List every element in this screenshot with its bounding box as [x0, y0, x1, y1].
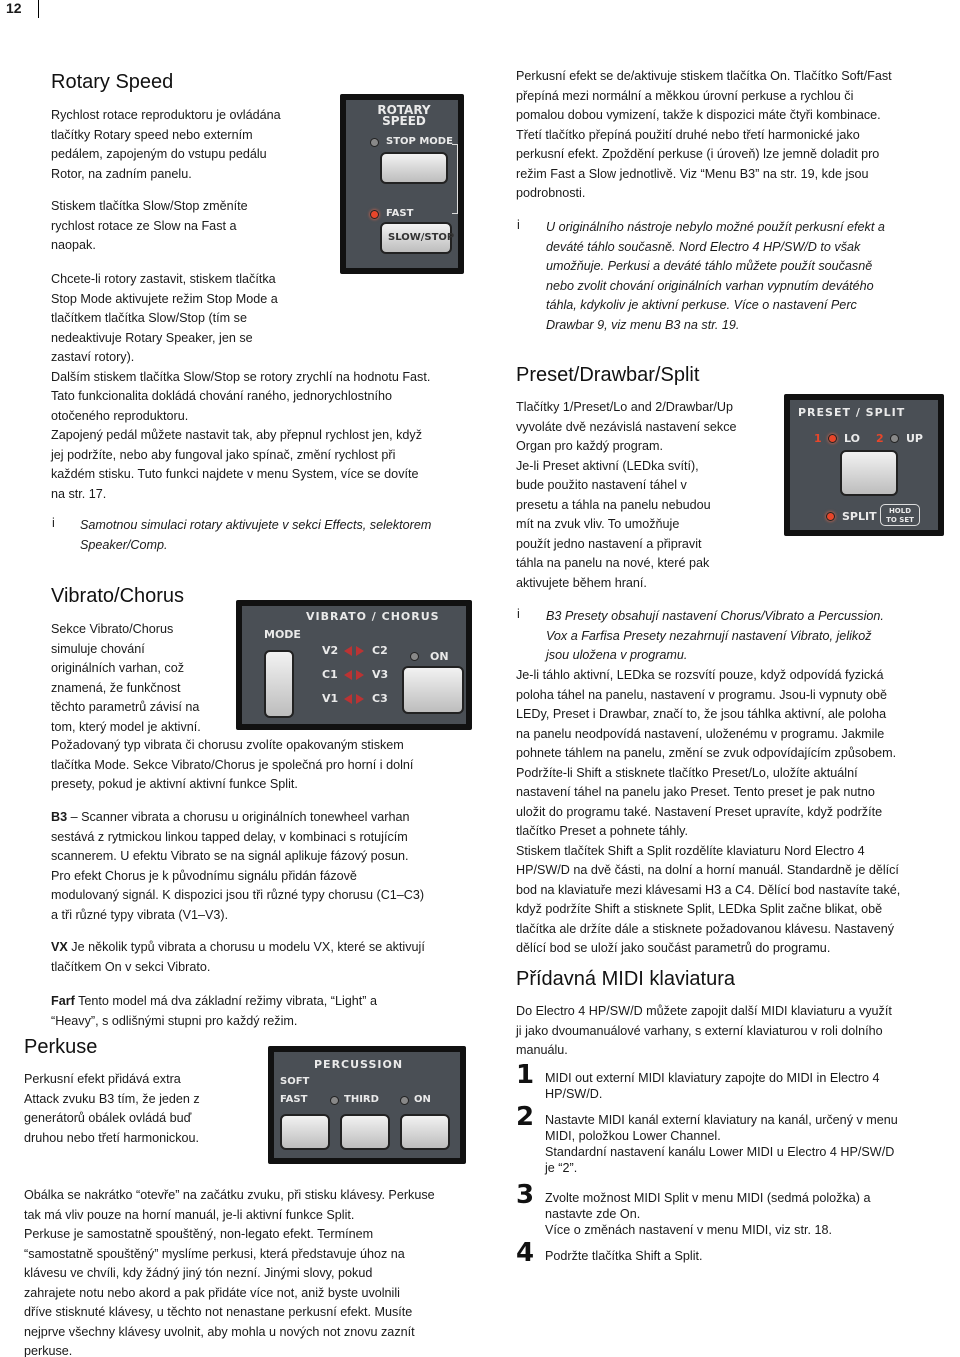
text-line: rychlost rotace ze Slow na Fast a	[51, 218, 237, 233]
text-line: pedálem, zapojeným do vstupu pedálu	[51, 147, 267, 161]
vibrato-chorus-heading: Vibrato/Chorus	[51, 585, 185, 607]
b3-label: B3	[51, 810, 68, 824]
text-line: perkuse.	[24, 1344, 73, 1357]
text-line: tlačítky Rotary speed nebo externím	[51, 127, 253, 142]
midi-keyboard-heading: Přídavná MIDI klaviatura	[516, 968, 735, 990]
info-icon: i	[517, 218, 520, 232]
text-line: jsou uložena v programu.	[546, 648, 688, 662]
text-line: – Scanner vibrata a chorusu u originálních tonewheel varhan	[70, 810, 410, 824]
step-number: 2	[516, 1102, 535, 1132]
vibrato-farf	[51, 992, 491, 1031]
text-line: nebo zvolit chování originálních varhan vypnutím devátého	[546, 278, 874, 293]
bracket	[452, 144, 458, 214]
third-label: THIRD	[344, 1094, 379, 1105]
preset-intro	[516, 398, 776, 593]
text-line: táhla na panelu na nové, které pak	[516, 556, 710, 570]
text-line: nedeaktivuje Rotary Speaker, jen se	[51, 330, 253, 345]
text-line: otočeného reproduktoru.	[51, 408, 189, 423]
third-led	[330, 1096, 339, 1105]
text-line: přepíná mezi normální a měkkou úrovní perkuse a rychlou či	[516, 88, 854, 103]
triangle-right-icon	[356, 670, 364, 680]
vibrato-b3	[51, 808, 491, 925]
step-text	[545, 1070, 945, 1102]
text-line: nastavení táhel na panelu jako Preset. Tento preset je pak nutno	[516, 785, 875, 799]
panel-title-line: ROTARY	[377, 103, 431, 117]
text-line: sestává z rytmickou linkou tapped delay, v kombinaci s rotujícím	[51, 829, 408, 844]
text-line: Chcete-li rotory zastavit, stiskem tlačítka	[51, 272, 276, 286]
text-line: nastavte zde On.	[545, 1207, 641, 1221]
text-line: pomalou dobou vymizení, takže k dispozici máte čtyři kombinace.	[516, 108, 881, 122]
text-line: tom, který model je aktivní.	[51, 719, 201, 734]
text-line: Standardní nastavení kanálu Lower MIDI u Electro 4 HP/SW/D	[545, 1145, 895, 1159]
triangle-right-icon	[356, 646, 364, 656]
vibrato-intro	[51, 620, 251, 737]
text-line: Pro efekt Chorus je k původnímu signálu přidán fázově	[51, 868, 357, 883]
text-line: Stiskem tlačítka Slow/Stop změníte	[51, 199, 248, 213]
panel-title	[374, 105, 434, 127]
text-line: poloha táhel na panelu, nastavení v programu. Jsou-li vypnuty obě	[516, 687, 888, 702]
preset-split-panel-image	[784, 394, 944, 536]
perkuse-intro	[24, 1070, 264, 1148]
text-line: modulovaný signál. K dispozici jsou tři různé typy chorusu (C1–C3)	[51, 888, 425, 902]
text-line: je “2”.	[545, 1161, 578, 1175]
percussion-panel-title: PERCUSSION	[314, 1058, 404, 1071]
rotary-p2	[51, 197, 331, 256]
text-line: druhou nebo třetí harmonickou.	[24, 1130, 200, 1145]
text-line: Podržte tlačítka Shift a Split.	[545, 1249, 703, 1263]
v1-label: V1	[322, 692, 339, 705]
text-line: Obálka se nakrátko “otevře” na začátku zvuku, při stisku klávesy. Perkuse	[24, 1188, 435, 1202]
text-line: Je-li Preset aktivní (LEDka svítí),	[516, 458, 699, 473]
step-text	[545, 1248, 945, 1264]
text-line: bod na klaviatuře mezi klávesami H3 a C4. Dělící bod nastavíte také,	[516, 882, 901, 897]
text-line: táhla, kdykoliv je aktivní perkuse. Více o nastavení Perc	[546, 298, 857, 312]
rotary-p3	[51, 270, 491, 504]
fast-label: FAST	[280, 1094, 308, 1105]
text-line: režim Fast a Slow jednotlivě. Viz “Menu B3” na str. 19, kde jsou	[516, 166, 869, 181]
text-line: deváté táhlo současně. Nord Electro 4 HP/SW/D to však	[546, 239, 861, 254]
text-line: Třetí tlačítko přepíná použití druhé nebo třetí harmonické jako	[516, 127, 860, 142]
text-line: Je-li táhlo aktivní, LEDka se rozsvítí pouze, když odpovídá fyzická	[516, 668, 884, 682]
perc-on-led	[400, 1096, 409, 1105]
text-line: ji jako dvoumanuálové varhany, s externí klaviaturou v roli dolního	[516, 1023, 883, 1038]
text-line: Vox a Farfisa Presety nezahrnují nastavení Vibrato, jelikož	[546, 628, 872, 643]
preset-drawbar-split-heading: Preset/Drawbar/Split	[516, 364, 700, 386]
drawbar9-note	[546, 218, 946, 335]
text-line: scannerem. U efektu Vibrato se na signál aplikuje fázový posun.	[51, 849, 409, 863]
text-line: na str. 17.	[51, 486, 107, 501]
c2-label: C2	[372, 644, 388, 657]
step-number: 4	[516, 1238, 535, 1268]
midi-intro	[516, 1002, 946, 1061]
triangle-left-icon	[344, 694, 352, 704]
info-icon: i	[52, 516, 55, 530]
percussion-controls-text	[516, 67, 946, 204]
stop-mode-label: STOP MODE	[386, 136, 453, 147]
percussion-on-button[interactable]	[400, 1114, 450, 1150]
text-line: Perkusní efekt přidává extra	[24, 1072, 181, 1086]
text-line: U originálního nástroje nebylo možné použít perkusní efekt a	[546, 220, 885, 234]
vibrato-chorus-panel-image	[236, 600, 472, 730]
text-line: manuálu.	[516, 1043, 568, 1057]
text-line: Podržíte-li Shift a stisknete tlačítko Preset/Lo, uložíte aktuální	[516, 765, 858, 780]
text-line: Speaker/Comp.	[80, 537, 168, 552]
text-line: Dalším stiskem tlačítka Slow/Stop se rotory zrychlí na hodnotu Fast.	[51, 369, 431, 384]
rotary-note	[80, 516, 500, 555]
text-line: nejprve všechny klávesy uvolnit, aby mohla u nových not znovu zaznít	[24, 1324, 415, 1339]
text-line: Rotor, na zadním panelu.	[51, 166, 192, 181]
text-line: presetu a táhla na panelu nebudou	[516, 497, 711, 512]
text-line: “samostatně spouštěný” myslíme perkusi, která představuje úhoz na	[24, 1246, 405, 1261]
text-line: aktivujete během hraní.	[516, 575, 647, 590]
split-label: SPLIT	[842, 510, 877, 523]
on-led	[410, 652, 419, 661]
text-line: Stop Mode aktivujete režim Stop Mode a	[51, 291, 278, 306]
text-line: tlačítka Mode. Sekce Vibrato/Chorus je společná pro horní i dolní	[51, 757, 414, 772]
vx-label: VX	[51, 940, 68, 954]
up-label: UP	[906, 432, 923, 445]
vibrato-on-button[interactable]	[402, 666, 464, 714]
text-line: klávesu ve chvíli, kdy žádný jiný tón nezní. Jinými slovy, pokud	[24, 1266, 373, 1280]
fast-label: FAST	[386, 208, 414, 219]
text-line: na panelu neodpovídá nastavení, uloženému v programu. Jakmile	[516, 726, 885, 741]
rotary-speed-panel-image	[340, 94, 464, 274]
vibrato-p2	[51, 736, 491, 795]
text-line: pohnete táhlem na panelu, změní se zvuk odpovídajícím způsobem.	[516, 746, 897, 760]
text-line: tak má vliv pouze na horní manuál, je-li aktivní funkce Split.	[24, 1207, 355, 1222]
text-line: Samotnou simulaci rotary aktivujete v sekci Effects, selektorem	[80, 518, 432, 532]
c1-label: C1	[322, 668, 338, 681]
triangle-left-icon	[344, 646, 352, 656]
hold-line: HOLD	[888, 507, 912, 515]
text-line: simuluje chování	[51, 641, 145, 656]
on-label: ON	[430, 650, 449, 663]
text-line: Sekce Vibrato/Chorus	[51, 622, 174, 636]
text-line: Organ pro každý program.	[516, 439, 663, 453]
text-line: jej podržíte, nebo aby fungoval jako spínač, změní rychlost při	[51, 447, 396, 462]
text-line: Do Electro 4 HP/SW/D můžete zapojit další MIDI klaviaturu a využít	[516, 1004, 892, 1018]
text-line: znamená, že funkčnost	[51, 680, 181, 695]
soft-label: SOFT	[280, 1076, 310, 1087]
text-line: Tlačítky 1/Preset/Lo and 2/Drawbar/Up	[516, 400, 733, 414]
text-line: podrobnosti.	[516, 186, 586, 200]
info-icon: i	[517, 607, 520, 621]
text-line: Zapojený pedál můžete nastavit tak, aby přepnul rychlost jen, když	[51, 428, 423, 442]
text-line: B3 Presety obsahují nastavení Chorus/Vibrato a Percussion.	[546, 609, 884, 623]
text-line: MIDI out externí MIDI klaviatury zapojte do MIDI in Electro 4	[545, 1071, 880, 1085]
rotary-intro	[51, 106, 331, 184]
text-line: HP/SW/D.	[545, 1087, 603, 1101]
text-line: originálních varhan, což	[51, 661, 185, 675]
text-line: naopak.	[51, 238, 96, 252]
step-text	[545, 1112, 945, 1176]
preset-p2	[516, 666, 946, 959]
soft-fast-button[interactable]	[280, 1114, 330, 1150]
text-line: a tři různé typy vibrata (V1–V3).	[51, 907, 229, 922]
text-line: Stiskem tlačítek Shift a Split rozdělíte klaviaturu Nord Electro 4	[516, 843, 865, 858]
perkuse-p2	[24, 1186, 504, 1357]
text-line: bude použito nastavení táhel v	[516, 478, 687, 492]
text-line: Zvolte možnost MIDI Split v menu MIDI (sedmá položka) a	[545, 1191, 871, 1205]
text-line: Perkusní efekt se de/aktivuje stiskem tlačítka On. Tlačítko Soft/Fast	[516, 69, 892, 83]
text-line: Nastavte MIDI kanál externí klaviatury na kanál, určený v menu	[545, 1113, 898, 1127]
text-line: umožňuje. Perkusi a deváté táhlo můžete použít současně	[546, 259, 873, 273]
page-number: 12	[6, 0, 22, 16]
v3-label: V3	[372, 668, 389, 681]
text-line: tlačítkem On v sekci Vibrato.	[51, 959, 211, 974]
text-line: HP/SW/D na dvě části, na dolní a horní manuál. Standardně je dělící	[516, 863, 899, 877]
text-line: LEDy, Preset i Drawbar, značí to, že jsou táhlka aktivní, ale poloha	[516, 707, 887, 721]
text-line: uložit do programu také. Nastavení Preset upravíte, když podržíte	[516, 804, 883, 819]
step-number: 1	[516, 1060, 535, 1090]
farf-label: Farf	[51, 994, 75, 1008]
text-line: Požadovaný typ vibrata či chorusu zvolíte opakovaným stiskem	[51, 738, 404, 752]
text-line: když podržíte Shift a stisknete Split, LEDka Split začne blikat, obě	[516, 902, 883, 916]
text-line: Více o změnách nastavení v menu MIDI, viz str. 18.	[545, 1223, 832, 1237]
vibrato-panel-title: VIBRATO / CHORUS	[306, 610, 440, 623]
text-line: Attack zvuku B3 tím, že jeden z	[24, 1091, 200, 1106]
triangle-left-icon	[344, 670, 352, 680]
on-label: ON	[414, 1094, 431, 1105]
third-button[interactable]	[340, 1114, 390, 1150]
stop-mode-button[interactable]	[380, 152, 448, 184]
perkuse-heading: Perkuse	[24, 1036, 98, 1058]
mode-button[interactable]	[264, 650, 294, 718]
triangle-right-icon	[356, 694, 364, 704]
lo-label: LO	[844, 432, 860, 445]
text-line: Rychlost rotace reproduktoru je ovládána	[51, 108, 281, 122]
text-line: MIDI, položkou Lower Channel.	[545, 1129, 721, 1143]
step-number: 3	[516, 1180, 535, 1210]
split-led	[826, 512, 835, 521]
fast-led	[370, 210, 379, 219]
v2-label: V2	[322, 644, 339, 657]
rotary-speed-heading: Rotary Speed	[51, 71, 174, 93]
mode-label: MODE	[264, 628, 301, 641]
preset-1-label: 1	[814, 432, 822, 445]
text-line: Perkuse je samostatně spouštěný, non-legato efekt. Termínem	[24, 1227, 374, 1241]
text-line: zastaví rotory).	[51, 350, 135, 364]
lo-led	[828, 434, 837, 443]
preset-split-panel-title: PRESET / SPLIT	[798, 406, 906, 419]
text-line: dříve stisknuté klávesy, u těchto not nenastane perkusní efekt. Musíte	[24, 1305, 413, 1319]
hold-to-set-badge	[880, 504, 920, 526]
text-line: Tento model má dva základní režimy vibrata, “Light” a	[74, 994, 377, 1008]
vibrato-vx	[51, 938, 491, 977]
text-line: tlačítka ale držíte dále a stisknete požadovanou klávesu. Nastavený	[516, 921, 895, 936]
text-line: tlačítkem tlačítka Slow/Stop (tím se	[51, 311, 247, 325]
up-led	[890, 434, 899, 443]
text-line: těchto parametrů závisí na	[51, 700, 200, 714]
slow-stop-label: SLOW/STOP	[388, 232, 455, 243]
text-line: Drawbar 9, viz menu B3 na str. 19.	[546, 317, 740, 332]
text-line: “Heavy”, s odlišnými stupni pro každý režim.	[51, 1013, 298, 1028]
preset-2-label: 2	[876, 432, 884, 445]
text-line: vyvoláte dvě nezávislá nastavení sekce	[516, 419, 737, 434]
text-line: mít na zvuk vliv. To umožňuje	[516, 517, 680, 531]
preset-lo-up-button[interactable]	[840, 450, 898, 496]
text-line: zahrajete notu nebo akord a pak přidáte více not, aniž byste uvolnili	[24, 1285, 400, 1300]
slow-stop-button[interactable]	[380, 222, 455, 254]
hold-line: TO SET	[886, 516, 914, 524]
text-line: presety, pokud je aktivní aktivní funkce Split.	[51, 777, 298, 791]
text-line: dělící bod se uloží jako součást parametrů do programu.	[516, 941, 831, 955]
text-line: Je několik typů vibrata a chorusu u modelu VX, které se aktivují	[67, 940, 425, 954]
text-line: každém stisku. Tuto funkci najdete v menu System, více se dovíte	[51, 467, 419, 481]
text-line: tlačítko Preset a pohnete táhly.	[516, 824, 688, 838]
stop-mode-led	[370, 138, 379, 147]
panel-title-line: SPEED	[382, 114, 426, 128]
header-divider	[38, 0, 39, 18]
presets-note	[546, 607, 946, 666]
percussion-panel-image	[268, 1046, 466, 1164]
text-line: perkusní efekt. Zpoždění perkuse (i úroveň) lze jemně doladit pro	[516, 147, 880, 161]
text-line: použít jedno nastavení a připravit	[516, 536, 702, 551]
text-line: Tato funkcionalita dokládá chování raného, jednorychlostního	[51, 389, 392, 403]
step-text	[545, 1190, 945, 1238]
c3-label: C3	[372, 692, 388, 705]
text-line: generátorů obálek ovládá buď	[24, 1111, 192, 1125]
